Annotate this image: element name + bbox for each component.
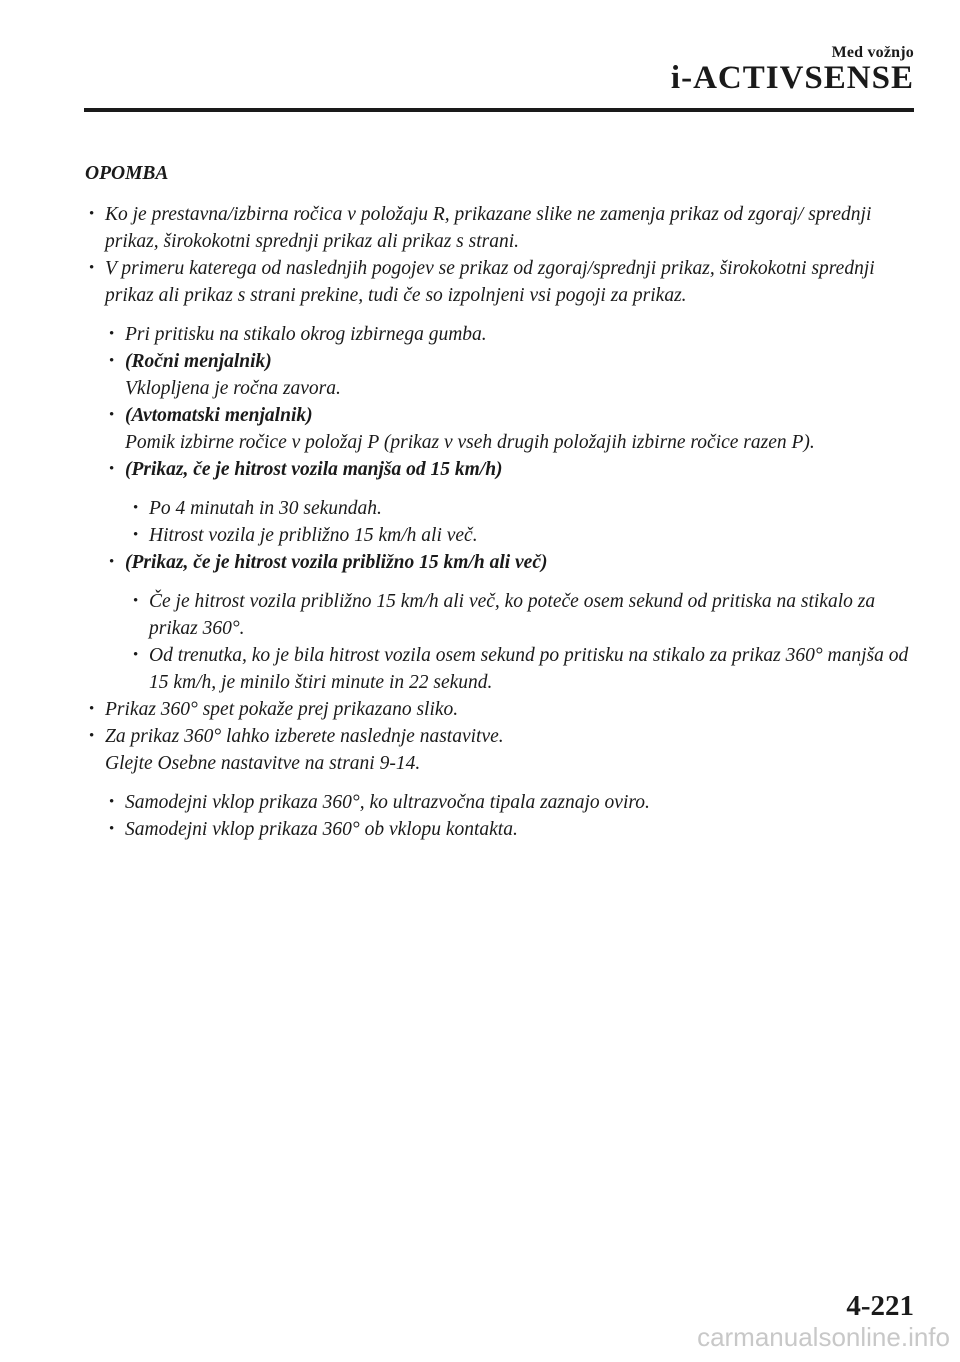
condition-text: Pomik izbirne ročice v položaj P (prikaz v vseh drugih položajih izbirne ročice razen P). xyxy=(125,432,815,453)
setting-item xyxy=(105,789,925,816)
condition-text: Pri pritisku na stikalo okrog izbirnega gumba. xyxy=(125,324,487,345)
note-item-text: Prikaz 360° spet pokaže prej prikazano sliko. xyxy=(105,699,459,720)
setting-item xyxy=(105,816,925,843)
note-item xyxy=(85,723,925,777)
condition-item xyxy=(105,348,925,402)
bullet-icon: • xyxy=(109,821,115,837)
sub-condition-text: Če je hitrost vozila približno 15 km/h ali več, ko poteče osem sekund od pritiska na stikalo za prikaz 360°. xyxy=(149,591,876,639)
bullet-icon: • xyxy=(89,701,95,717)
bullet-icon: • xyxy=(109,326,115,342)
bullet-icon: • xyxy=(89,260,95,276)
condition-heading: (Ročni menjalnik) xyxy=(125,351,272,372)
sub-condition-text: Od trenutka, ko je bila hitrost vozila osem sekund po pritisku na stikalo za prikaz 360° manjša od 15 km/h, je minilo štiri minute in 22 sekund. xyxy=(149,645,909,693)
bullet-icon: • xyxy=(109,461,115,477)
condition-item xyxy=(105,456,925,483)
condition-item xyxy=(105,402,925,456)
note-heading: OPOMBA xyxy=(85,163,169,184)
header-divider xyxy=(84,108,914,112)
condition-text: Vklopljena je ročna zavora. xyxy=(125,378,341,399)
setting-text: Samodejni vklop prikaza 360°, ko ultrazvočna tipala zaznajo oviro. xyxy=(125,792,650,813)
note-item-text: V primeru katerega od naslednjih pogojev se prikaz od zgoraj/sprednji prikaz, širokokotni sprednji prikaz ali prikaz s strani prekine, tudi če so izpolnjeni vsi pogoji za prikaz. xyxy=(105,258,875,306)
sub-condition-item xyxy=(129,642,925,696)
watermark: carmanualsonline.info xyxy=(697,1322,950,1352)
condition-heading: (Prikaz, če je hitrost vozila manjša od 15 km/h) xyxy=(125,459,503,480)
bullet-icon: • xyxy=(133,527,139,543)
bullet-icon: • xyxy=(109,353,115,369)
bullet-icon: • xyxy=(89,728,95,744)
header-section: Med vožnjo xyxy=(831,44,914,61)
sub-condition-item xyxy=(129,522,925,549)
bullet-icon: • xyxy=(133,500,139,516)
sub-condition-item xyxy=(129,495,925,522)
bullet-icon: • xyxy=(109,407,115,423)
note-item xyxy=(85,255,925,309)
note-item-text: Ko je prestavna/izbirna ročica v položaju R, prikazane slike ne zamenja prikaz od zgoraj/ sprednji prikaz, širokokotni sprednji prikaz ali prikaz s strani. xyxy=(105,204,872,252)
note-item xyxy=(85,696,925,723)
sub-condition-text: Hitrost vozila je približno 15 km/h ali več. xyxy=(149,525,478,546)
bullet-icon: • xyxy=(109,554,115,570)
bullet-icon: • xyxy=(89,206,95,222)
cross-reference: Glejte Osebne nastavitve na strani 9-14. xyxy=(105,753,421,774)
condition-heading: (Avtomatski menjalnik) xyxy=(125,405,313,426)
sub-condition-item xyxy=(129,588,925,642)
page-title: i-ACTIVSENSE xyxy=(670,60,914,96)
note-item-text: Za prikaz 360° lahko izberete naslednje nastavitve. xyxy=(105,726,504,747)
note-item xyxy=(85,201,925,255)
bullet-icon: • xyxy=(109,794,115,810)
page-number: 4-221 xyxy=(846,1290,914,1322)
note-block xyxy=(85,160,925,843)
bullet-icon: • xyxy=(133,593,139,609)
setting-text: Samodejni vklop prikaza 360° ob vklopu kontakta. xyxy=(125,819,518,840)
condition-heading: (Prikaz, če je hitrost vozila približno 15 km/h ali več) xyxy=(125,552,548,573)
sub-condition-text: Po 4 minutah in 30 sekundah. xyxy=(149,498,382,519)
bullet-icon: • xyxy=(133,647,139,663)
condition-item xyxy=(105,549,925,576)
condition-item xyxy=(105,321,925,348)
